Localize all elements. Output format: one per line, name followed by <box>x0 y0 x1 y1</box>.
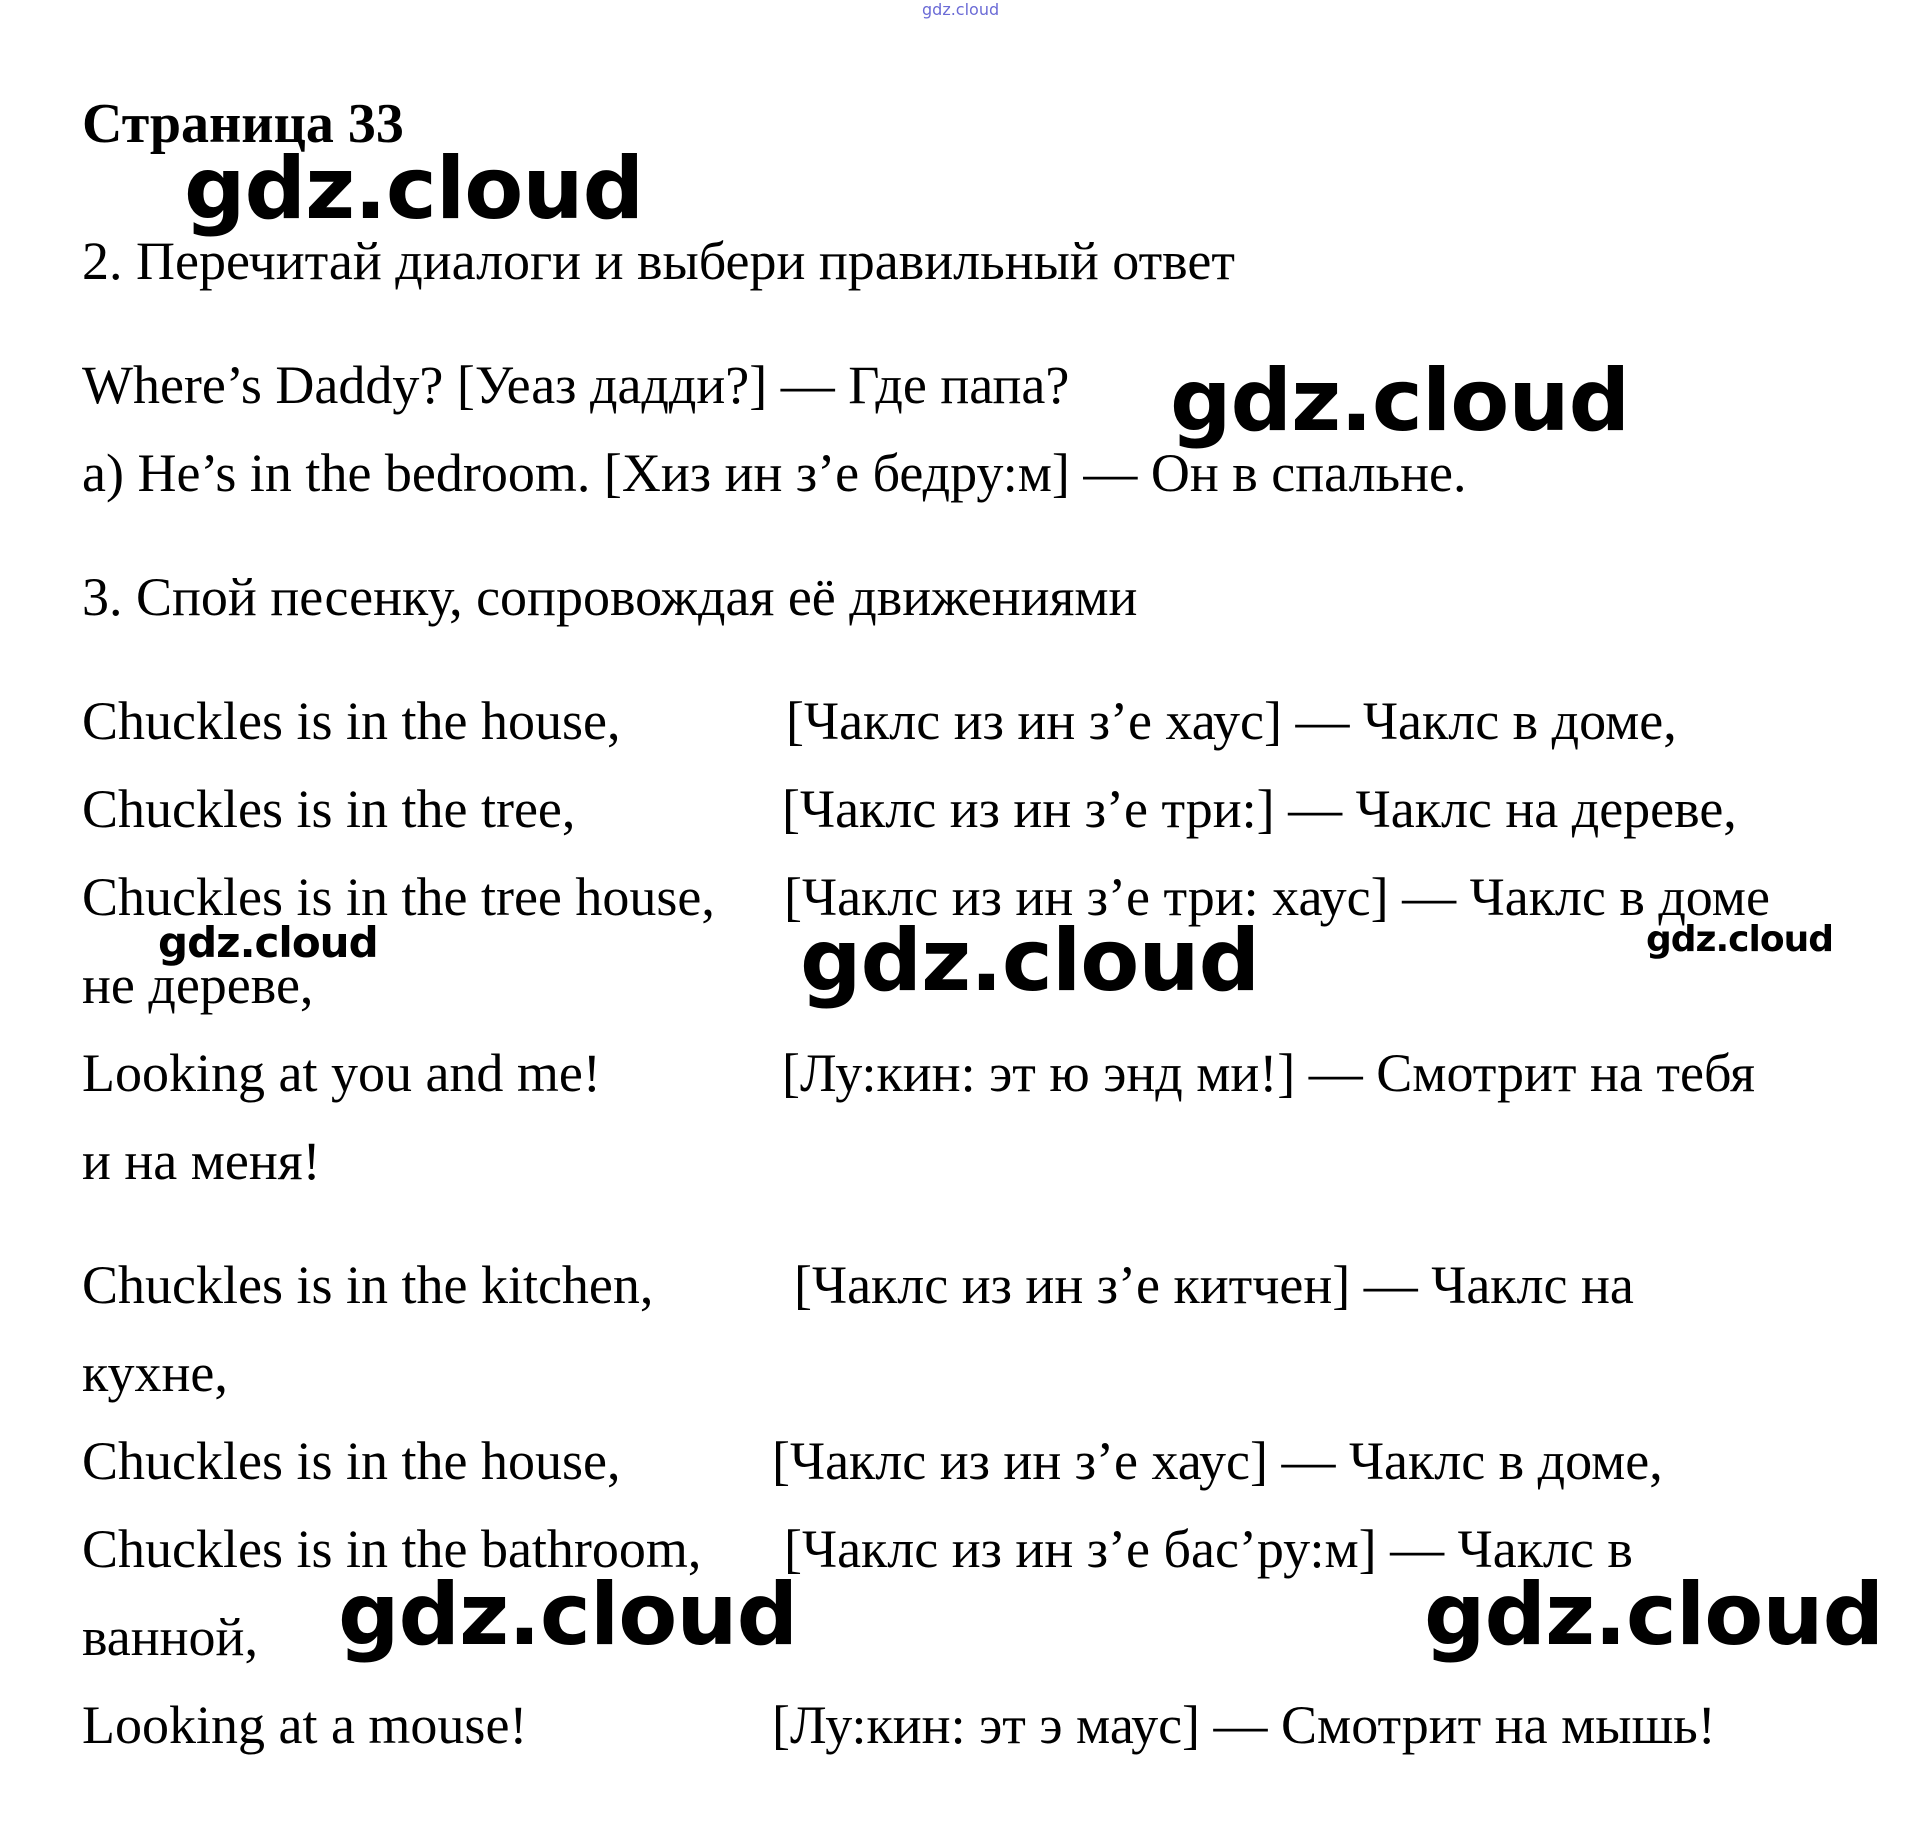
song-line-cont: и на меня! <box>82 1131 321 1191</box>
song-line-en: Chuckles is in the kitchen, <box>82 1255 654 1315</box>
watermark: gdz.cloud <box>1170 351 1630 451</box>
watermark: gdz.cloud <box>1646 919 1833 960</box>
song-line-en: Looking at you and me! <box>82 1043 601 1103</box>
song-line-ru: [Чаклс из ин з’е китчен] — Чаклс на <box>794 1255 1634 1315</box>
song-line-ru: [Чаклс из ин з’е бас’ру:м] — Чаклс в <box>784 1519 1633 1579</box>
song-line-cont: ванной, <box>82 1607 258 1667</box>
song-line-ru: [Чаклс из ин з’е хаус] — Чаклс в доме, <box>786 691 1677 751</box>
watermark: gdz.cloud <box>1424 1565 1884 1665</box>
watermark: gdz.cloud <box>184 139 644 239</box>
watermark: gdz.cloud <box>158 918 378 967</box>
song-line-en: Chuckles is in the house, <box>82 691 621 751</box>
task2-heading: 2. Перечитай диалоги и выбери правильный ответ <box>82 231 1235 291</box>
song-line-ru: [Лу:кин: эт ю энд ми!] — Смотрит на тебя <box>782 1043 1755 1103</box>
header-watermark: gdz.cloud <box>922 0 1000 19</box>
song-line-en: Chuckles is in the house, <box>82 1431 621 1491</box>
song-line-ru: [Чаклс из ин з’е три:] — Чаклс на дереве, <box>782 779 1737 839</box>
task2-question: Where’s Daddy? [Уеаз дадди?] — Где папа? <box>82 355 1070 415</box>
song-line-en: Chuckles is in the bathroom, <box>82 1519 702 1579</box>
song-line-cont: не дереве, <box>82 955 314 1015</box>
task2-answer: a) He’s in the bedroom. [Хиз ин з’е бедру:м] — Он в спальне. <box>82 443 1467 503</box>
page-title: Страница 33 <box>82 93 404 155</box>
song-line-cont: кухне, <box>82 1343 228 1403</box>
song-line-ru: [Чаклс из ин з’е три: хаус] — Чаклс в доме <box>784 867 1770 927</box>
song-line-ru: [Лу:кин: эт э маус] — Смотрит на мышь! <box>772 1695 1716 1755</box>
song-line-en: Looking at a mouse! <box>82 1695 528 1755</box>
song-line-ru: [Чаклс из ин з’е хаус] — Чаклс в доме, <box>772 1431 1663 1491</box>
watermark: gdz.cloud <box>338 1565 798 1665</box>
task3-heading: 3. Спой песенку, сопровождая её движениями <box>82 567 1138 627</box>
song-line-en: Chuckles is in the tree, <box>82 779 576 839</box>
watermark: gdz.cloud <box>800 911 1260 1011</box>
song-line-en: Chuckles is in the tree house, <box>82 867 715 927</box>
